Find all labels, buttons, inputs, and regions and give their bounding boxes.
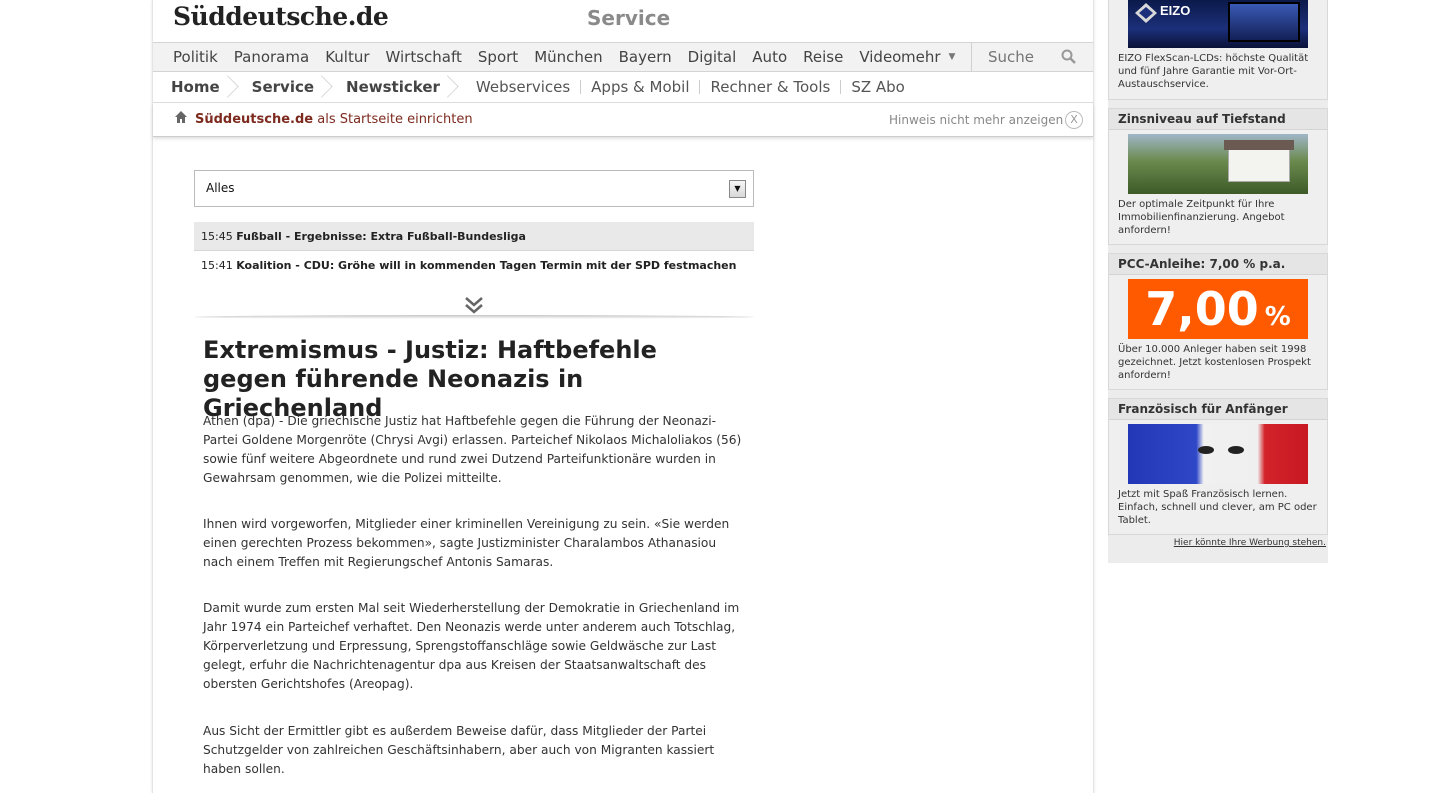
nav-item-kultur[interactable]: Kultur xyxy=(325,48,370,66)
section-title: Service xyxy=(587,6,671,30)
breadcrumb xyxy=(153,72,1093,103)
ticker-filter-select[interactable] xyxy=(194,170,754,207)
face-flag-image[interactable] xyxy=(1128,424,1308,484)
nav-item-video[interactable]: Video xyxy=(859,48,902,66)
nav-more-label: mehr xyxy=(901,48,941,66)
nav-item-sport[interactable]: Sport xyxy=(477,48,519,66)
nav-item-digital[interactable]: Digital xyxy=(687,48,737,66)
monitor-graphic xyxy=(1228,2,1300,42)
eye-graphic xyxy=(1228,446,1244,454)
breadcrumb-service[interactable]: Service xyxy=(234,72,328,102)
nav-more-menu[interactable] xyxy=(901,43,955,71)
breadcrumb-newsticker[interactable]: Newsticker xyxy=(328,72,454,102)
eizo-logo-text: EIZO xyxy=(1160,3,1191,18)
pcc-rate-banner[interactable] xyxy=(1128,279,1308,339)
ticker-time: 15:45 xyxy=(201,230,233,243)
ad-zinsniveau-text: Der optimale Zeitpunkt für Ihre Immobilienfinanzierung. Angebot anfordern! xyxy=(1118,199,1285,236)
ticker-divider-shadow xyxy=(194,315,754,319)
search-icon[interactable] xyxy=(1061,49,1077,65)
ad-zinsniveau-title: Zinsniveau auf Tiefstand xyxy=(1109,109,1327,130)
startpage-notice xyxy=(153,103,1093,137)
nav-item-bayern[interactable]: Bayern xyxy=(618,48,672,66)
ticker-headline: Koalition - CDU: Gröhe will in kommenden Tagen Termin mit der SPD festmachen xyxy=(236,259,737,272)
ad-franzoesisch-text: Jetzt mit Spaß Französisch lernen. Einfach, schnell und clever, am PC oder Tablet. xyxy=(1118,489,1317,526)
ad-pcc-text: Über 10.000 Anleger haben seit 1998 gezeichnet. Jetzt kostenlosen Prospekt anfordern! xyxy=(1118,344,1311,381)
notice-site-name: Süddeutsche.de xyxy=(195,112,314,127)
home-icon xyxy=(174,110,188,124)
nav-item-wirtschaft[interactable]: Wirtschaft xyxy=(385,48,462,66)
service-link-webservices[interactable]: Webservices xyxy=(466,80,581,94)
service-link-sz-abo[interactable]: SZ Abo xyxy=(851,78,905,96)
main-column xyxy=(152,0,1094,793)
service-link-apps-mobil[interactable]: Apps & Mobil xyxy=(581,80,700,94)
ad-pcc[interactable] xyxy=(1108,253,1328,390)
ad-zinsniveau[interactable] xyxy=(1108,108,1328,245)
ticker-item[interactable] xyxy=(194,222,754,251)
ticker-item[interactable] xyxy=(194,258,754,290)
article-paragraph: Aus Sicht der Ermittler gibt es außerdem Beweise dafür, dass Mitglieder der Partei Schutzgelder von zahlreichen Geschäftsinhabern, aber auch von Migranten kassiert haben sollen. xyxy=(203,724,715,776)
expand-down-icon[interactable] xyxy=(463,296,485,314)
nav-item-panorama[interactable]: Panorama xyxy=(233,48,310,66)
ad-eizo[interactable] xyxy=(1108,0,1328,100)
ad-eizo-text: EIZO FlexScan-LCDs: höchste Qualität und fünf Jahre Garantie mit Vor-Ort-Austauschservice. xyxy=(1118,53,1309,90)
house-graphic xyxy=(1228,148,1290,182)
ticker-filter-value: Alles xyxy=(206,181,235,195)
service-link-rechner-tools[interactable]: Rechner & Tools xyxy=(700,80,841,94)
article-paragraph: Ihnen wird vorgeworfen, Mitglieder einer kriminellen Vereinigung zu sein. «Sie werden einen gerechten Prozess bekommen», sagte Justizminister Charalambos Athanasiou nach einem Treffen mit Regierungschef Antonis Samaras. xyxy=(203,517,730,569)
roof-graphic xyxy=(1224,140,1294,150)
advertise-here-link[interactable]: Hier könnte Ihre Werbung stehen. xyxy=(1173,538,1326,548)
nav-item-münchen[interactable]: München xyxy=(534,48,603,66)
notice-hide-link[interactable]: Hinweis nicht mehr anzeigen xyxy=(889,113,1064,127)
main-nav xyxy=(153,42,1093,72)
nav-item-reise[interactable]: Reise xyxy=(803,48,844,66)
dropdown-arrow-icon[interactable]: ▼ xyxy=(729,180,746,198)
pcc-rate-unit: % xyxy=(1264,302,1291,332)
ad-rail xyxy=(1108,0,1328,563)
breadcrumb-links xyxy=(466,80,915,94)
ticker-headline: Fußball - Ergebnisse: Extra Fußball-Bundesliga xyxy=(236,230,526,243)
caret-down-icon: ▼ xyxy=(948,52,956,62)
nav-item-auto[interactable]: Auto xyxy=(752,48,788,66)
eizo-logo-icon xyxy=(1134,2,1158,24)
startpage-link[interactable] xyxy=(195,112,473,127)
close-icon[interactable]: X xyxy=(1065,111,1083,129)
article-paragraph: Athen (dpa) - Die griechische Justiz hat Haftbefehle gegen die Führung der Neonazi-Partei Goldene Morgenröte (Chrysi Avgi) erlassen. Parteichef Nikolaos Michaloliakos (56) sowie fünf weitere Abgeordnete und rund zwei Dutzend Parteifunktionäre wurden in Gewahrsam genommen, wie die Polizei mitteilte. xyxy=(203,414,742,485)
search-box xyxy=(971,43,1093,71)
pcc-rate-value: 7,00 xyxy=(1145,282,1259,336)
site-header xyxy=(153,0,1093,42)
article-title: Extremismus - Justiz: Haftbefehle gegen führende Neonazis in Griechenland xyxy=(203,336,657,422)
site-logo[interactable]: Süddeutsche.de xyxy=(173,2,389,31)
breadcrumb-trail xyxy=(153,72,454,102)
notice-text: als Startseite einrichten xyxy=(317,112,473,127)
house-image[interactable] xyxy=(1128,134,1308,194)
article-paragraph: Damit wurde zum ersten Mal seit Wiederherstellung der Demokratie in Griechenland im Jahr 1974 ein Parteichef verhaftet. Den Neonazis werde unter anderem auch Totschlag, Körperverletzung und Erpressung, Sprengstoffanschläge sowie Geldwäsche zur Last gelegt, erfuhr die Nachrichtenagentur dpa aus Kreisen der Staatsanwaltschaft des obersten Gerichtshofes (Areopag). xyxy=(203,601,740,691)
ad-franzoesisch[interactable] xyxy=(1108,398,1328,535)
nav-list xyxy=(165,43,909,71)
ad-pcc-title: PCC-Anleihe: 7,00 % p.a. xyxy=(1109,254,1327,275)
breadcrumb-home[interactable]: Home xyxy=(153,72,234,102)
ad-franzoesisch-title: Französisch für Anfänger xyxy=(1109,399,1327,420)
eizo-monitor-image[interactable] xyxy=(1128,0,1308,48)
nav-item-politik[interactable]: Politik xyxy=(173,48,218,66)
eye-graphic xyxy=(1198,446,1214,454)
ticker-time: 15:41 xyxy=(201,259,233,272)
search-input[interactable] xyxy=(988,48,1068,66)
